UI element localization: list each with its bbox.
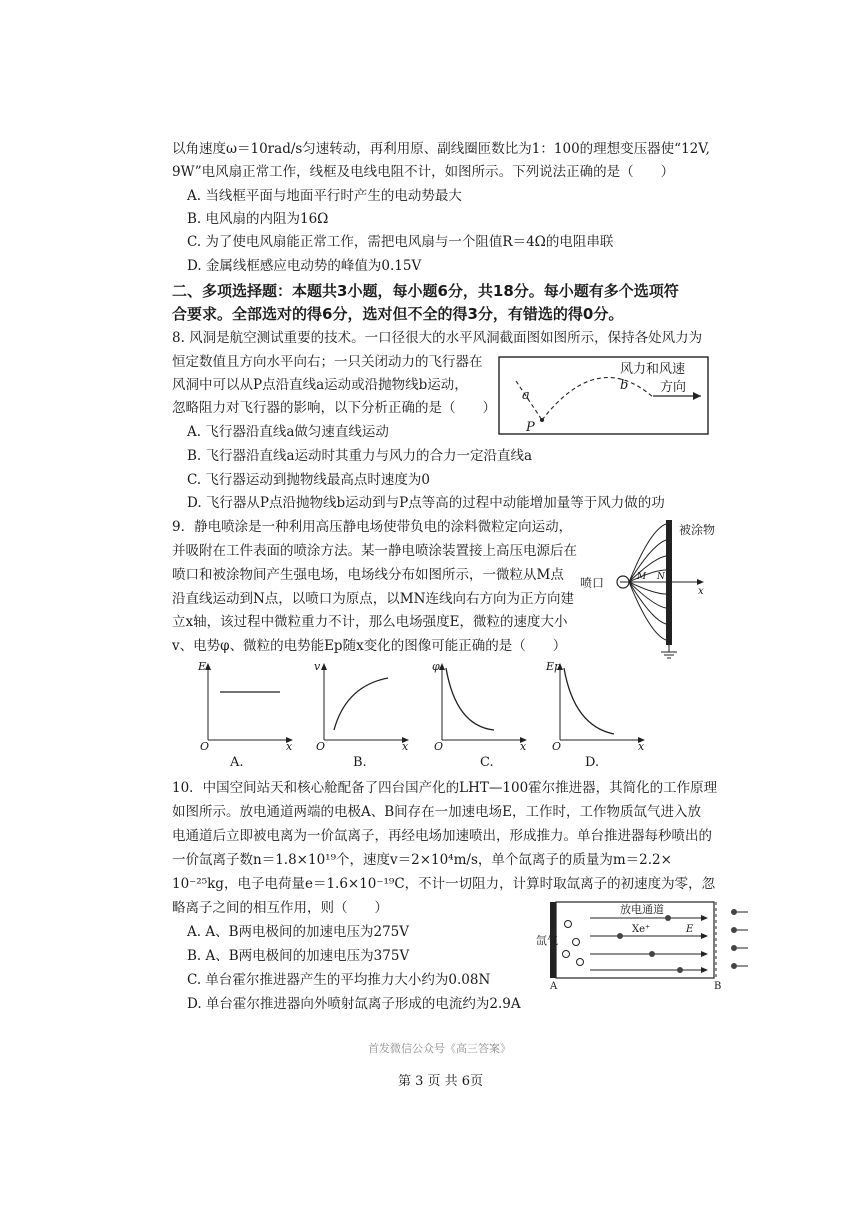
graph-a-y-label: E [198,660,207,673]
q8-stem: 风洞中可以从P点沿直线a运动或沿抛物线b运动， [172,377,468,393]
section-heading: 二、多项选择题：本题共3小题，每小题6分，共18分。每小题有多个选项符 [172,282,679,300]
text-line: 9W”电风扇正常工作，线框及电线电阻不计，如图所示。下列说法正确的是（ ） [172,164,675,180]
point-p-label: P [526,420,535,435]
hall-thruster-diagram [530,898,758,990]
graph-a [196,660,296,752]
x-axis-label: x [698,586,704,597]
field-label: E [686,924,694,935]
ion-label: Xe⁺ [632,924,651,935]
q10-stem: 如图所示。放电通道两端的电极A、B间存在一加速电场E，工作时，工作物质氙气进入放 [172,804,702,820]
q7-option-a: A. 当线框平面与地面平行时产生的电动势最大 [187,188,462,204]
wind-label-2: 方向 [660,380,687,395]
q10-option-d: D. 单台霍尔推进器向外喷射氙离子形成的电流约为2.9A [187,996,521,1012]
graph-b-y-label: v [314,660,321,673]
q9-stem: 9．静电喷涂是一种利用高压静电场使带负电的涂料微粒定向运动， [172,519,573,535]
q8-option-c: C. 飞行器运动到抛物线最高点时速度为0 [187,472,431,488]
graph-a-x-label: x [286,740,293,753]
q10-stem: 10．中国空间站天和核心舱配备了四台国产化的LHT—100霍尔推进器，其简化的工作原理 [172,780,718,796]
graph-c-x-label: x [520,740,527,753]
q9-stem: 沿直线运动到N点，以喷口为原点，以MN连线向右方向为正方向建 [172,591,574,607]
target-label: 被涂物 [679,523,716,537]
q10-stem: 一价氙离子数n＝1.8×10¹⁹个，速度v＝2×10⁴m/s，单个氙离子的质量为m＝2.2× [172,852,672,868]
q8-stem: 恒定数值且方向水平向右；一只关闭动力的飞行器在 [172,354,483,370]
graph-b-origin: O [316,740,326,753]
channel-label: 放电通道 [620,903,664,916]
wind-label-1: 风力和风速 [620,362,686,377]
wind-tunnel-diagram [498,356,710,436]
watermark: 首发微信公众号《高三答案》 [368,1042,511,1055]
q10-stem: 略离子之间的相互作用，则（ ） [172,900,388,916]
q8-stem: 忽略阻力对飞行器的影响，以下分析正确的是（ ） [172,400,496,416]
page-footer: 第 3 页 共 6页 [398,1074,484,1089]
graph-c-y-label: φ [432,660,440,673]
point-m-label: M [637,572,647,582]
spray-field-diagram [580,520,716,665]
text-line: 以角速度ω＝10rad/s匀速转动，再利用原、副线圈匝数比为1：100的理想变压器使“12V, [172,141,710,157]
q10-option-c: C. 单台霍尔推进器产生的平均推力大小约为0.08N [187,972,491,988]
gas-label: 氙气 [536,934,558,947]
q7-option-d: D. 金属线框感应电动势的峰值为0.15V [187,258,422,274]
q7-option-c: C. 为了使电风扇能正常工作，需把电风扇与一个阻值R＝4Ω的电阻串联 [187,234,614,250]
graph-c-caption: C. [480,755,494,770]
q9-stem: 并吸附在工件表面的喷涂方法。某一静电喷涂装置接上高压电源后在 [172,543,577,559]
nozzle-label: 喷口 [580,576,605,590]
electrode-a-label: A [550,981,558,992]
electrode-b-label: B [714,981,722,992]
q8-option-a: A. 飞行器沿直线a做匀速直线运动 [187,424,389,440]
q9-stem: v、电势φ、微粒的电势能Ep随x变化的图像可能正确的是（ ） [172,638,567,654]
graph-d-y-label: Ep [546,660,562,673]
graph-b [312,660,412,752]
line-a-label: a [522,388,530,403]
graph-d [548,660,648,752]
q9-stem: 立x轴，该过程中微粒重力不计，那么电场强度E，微粒的速度大小 [172,614,568,630]
q9-stem: 喷口和被涂物间产生强电场，电场线分布如图所示，一微粒从M点 [172,567,564,583]
curve-b-label: b [620,378,629,393]
graph-a-origin: O [200,740,210,753]
q10-stem: 电通道后立即被电离为一价氙离子，再经电场加速喷出，形成推力。单台推进器每秒喷出的 [172,828,712,844]
graph-d-x-label: x [638,740,645,753]
graph-c-origin: O [434,740,444,753]
graph-b-caption: B. [353,755,367,770]
q8-option-b: B. 飞行器沿直线a运动时其重力与风力的合力一定沿直线a [187,448,533,464]
q7-option-b: B. 电风扇的内阻为16Ω [187,211,329,227]
q10-option-b: B. A、B两电极间的加速电压为375V [187,948,410,964]
section-heading: 合要求。全部选对的得6分，选对但不全的得3分，有错选的得0分。 [172,305,624,323]
q10-option-a: A. A、B两电极间的加速电压为275V [187,924,410,940]
point-n-label: N [657,572,665,582]
graph-b-x-label: x [402,740,409,753]
q8-stem: 8. 风洞是航空测试重要的技术。一口径很大的水平风洞截面图如图所示，保持各处风力为 [172,330,703,346]
graph-c [430,660,530,752]
graph-d-origin: O [552,740,562,753]
graph-a-caption: A. [230,755,244,770]
graph-d-caption: D. [585,755,600,770]
q10-stem: 10⁻²⁵kg，电子电荷量e＝1.6×10⁻¹⁹C，不计一切阻力，计算时取氙离子的初速度为零，忽 [172,876,716,892]
q8-option-d: D. 飞行器从P点沿抛物线b运动到与P点等高的过程中动能增加量等于风力做的功 [187,495,665,511]
